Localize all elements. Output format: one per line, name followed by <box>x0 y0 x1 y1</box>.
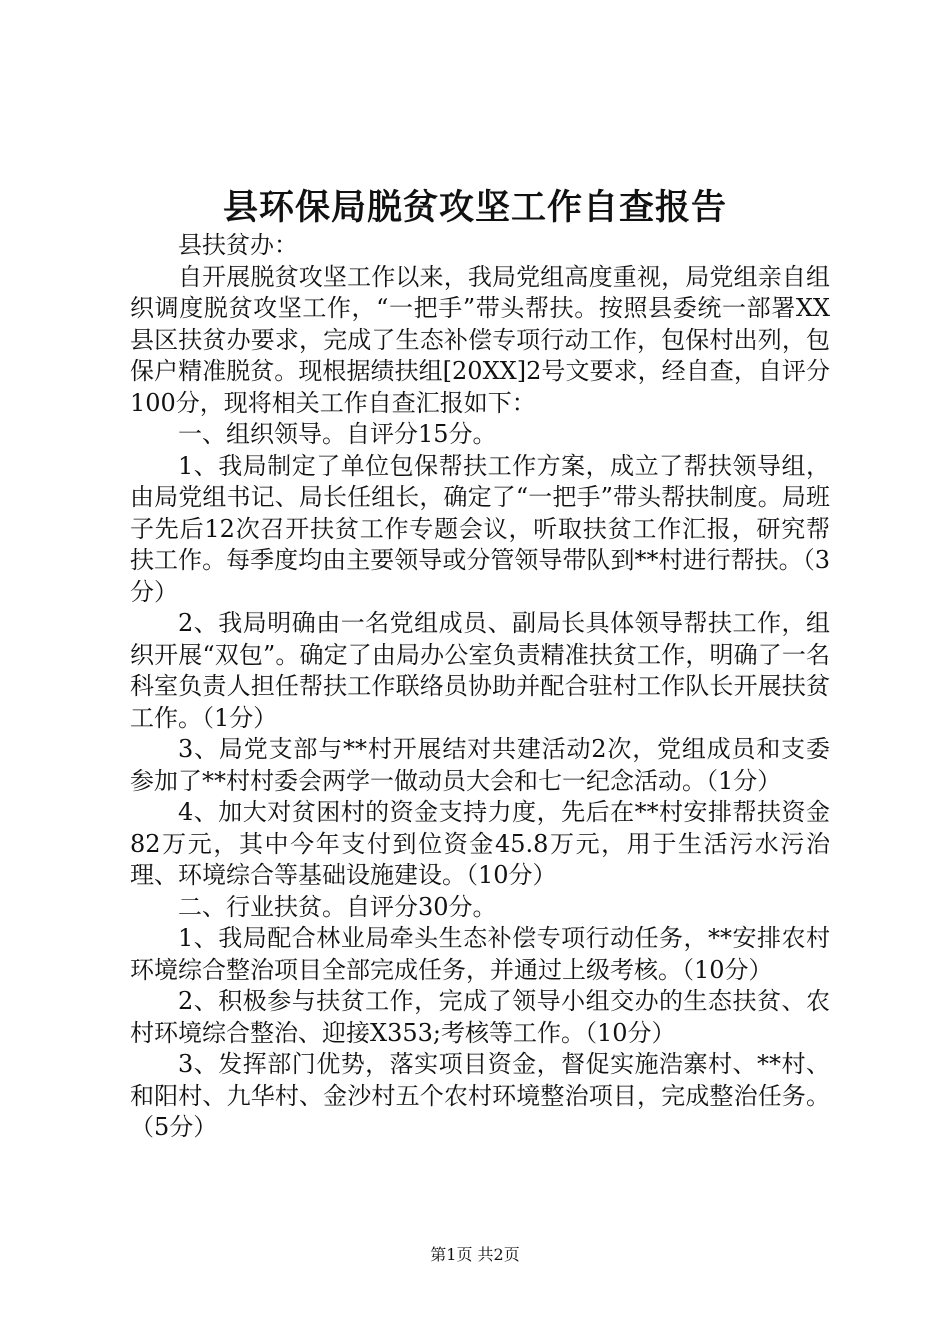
paragraph-intro: 自开展脱贫攻坚工作以来，我局党组高度重视，局党组亲自组织调度脱贫攻坚工作，“一把手”带头帮扶。按照县委统一部署XX县区扶贫办要求，完成了生态补偿专项行动工作，包保村出列，包保户精准脱贫。现根据绩扶组[20XX]2号文要求，经自查，自评分100分，现将相关工作自查汇报如下： <box>130 262 830 417</box>
paragraph-item: 3、发挥部门优势，落实项目资金，督促实施浩寨村、**村、和阳村、九华村、金沙村五个农村环境整治项目，完成整治任务。（5分） <box>130 1050 830 1141</box>
document-body <box>130 230 830 1144</box>
paragraph-item: 1、我局制定了单位包保帮扶工作方案，成立了帮扶领导组，由局党组书记、局长任组长，确定了“一把手”带头帮扶制度。局班子先后12次召开扶贫工作专题会议，听取扶贫工作汇报，研究帮扶工作。每季度均由主要领导或分管领导带队到**村进行帮扶。（3分） <box>130 451 830 606</box>
paragraph-item: 4、加大对贫困村的资金支持力度，先后在**村安排帮扶资金82万元，其中今年支付到位资金45.8万元，用于生活污水污治理、环境综合等基础设施建设。（10分） <box>130 798 830 889</box>
paragraph-item: 3、局党支部与**村开展结对共建活动2次，党组成员和支委参加了**村村委会两学一做动员大会和七一纪念活动。（1分） <box>130 735 830 795</box>
document-title: 县环保局脱贫攻坚工作自查报告 <box>222 187 727 228</box>
page-footer: 第1页 共2页 <box>430 1245 520 1264</box>
paragraph-item: 1、我局配合林业局牵头生态补偿专项行动任务，**安排农村环境综合整治项目全部完成任务，并通过上级考核。（10分） <box>130 924 830 984</box>
paragraph-item: 2、积极参与扶贫工作，完成了领导小组交办的生态扶贫、农村环境综合整治、迎接X353;考核等工作。（10分） <box>130 987 830 1047</box>
paragraph-salutation: 县扶贫办： <box>178 231 298 259</box>
section-heading-organization: 一、组织领导。自评分15分。 <box>178 420 497 448</box>
paragraph-item: 2、我局明确由一名党组成员、副局长具体领导帮扶工作，组织开展“双包”。确定了由局办公室负责精准扶贫工作，明确了一名科室负责人担任帮扶工作联络员协助并配合驻村工作队长开展扶贫工作。（1分） <box>130 609 830 732</box>
section-heading-industry: 二、行业扶贫。自评分30分。 <box>178 892 497 921</box>
